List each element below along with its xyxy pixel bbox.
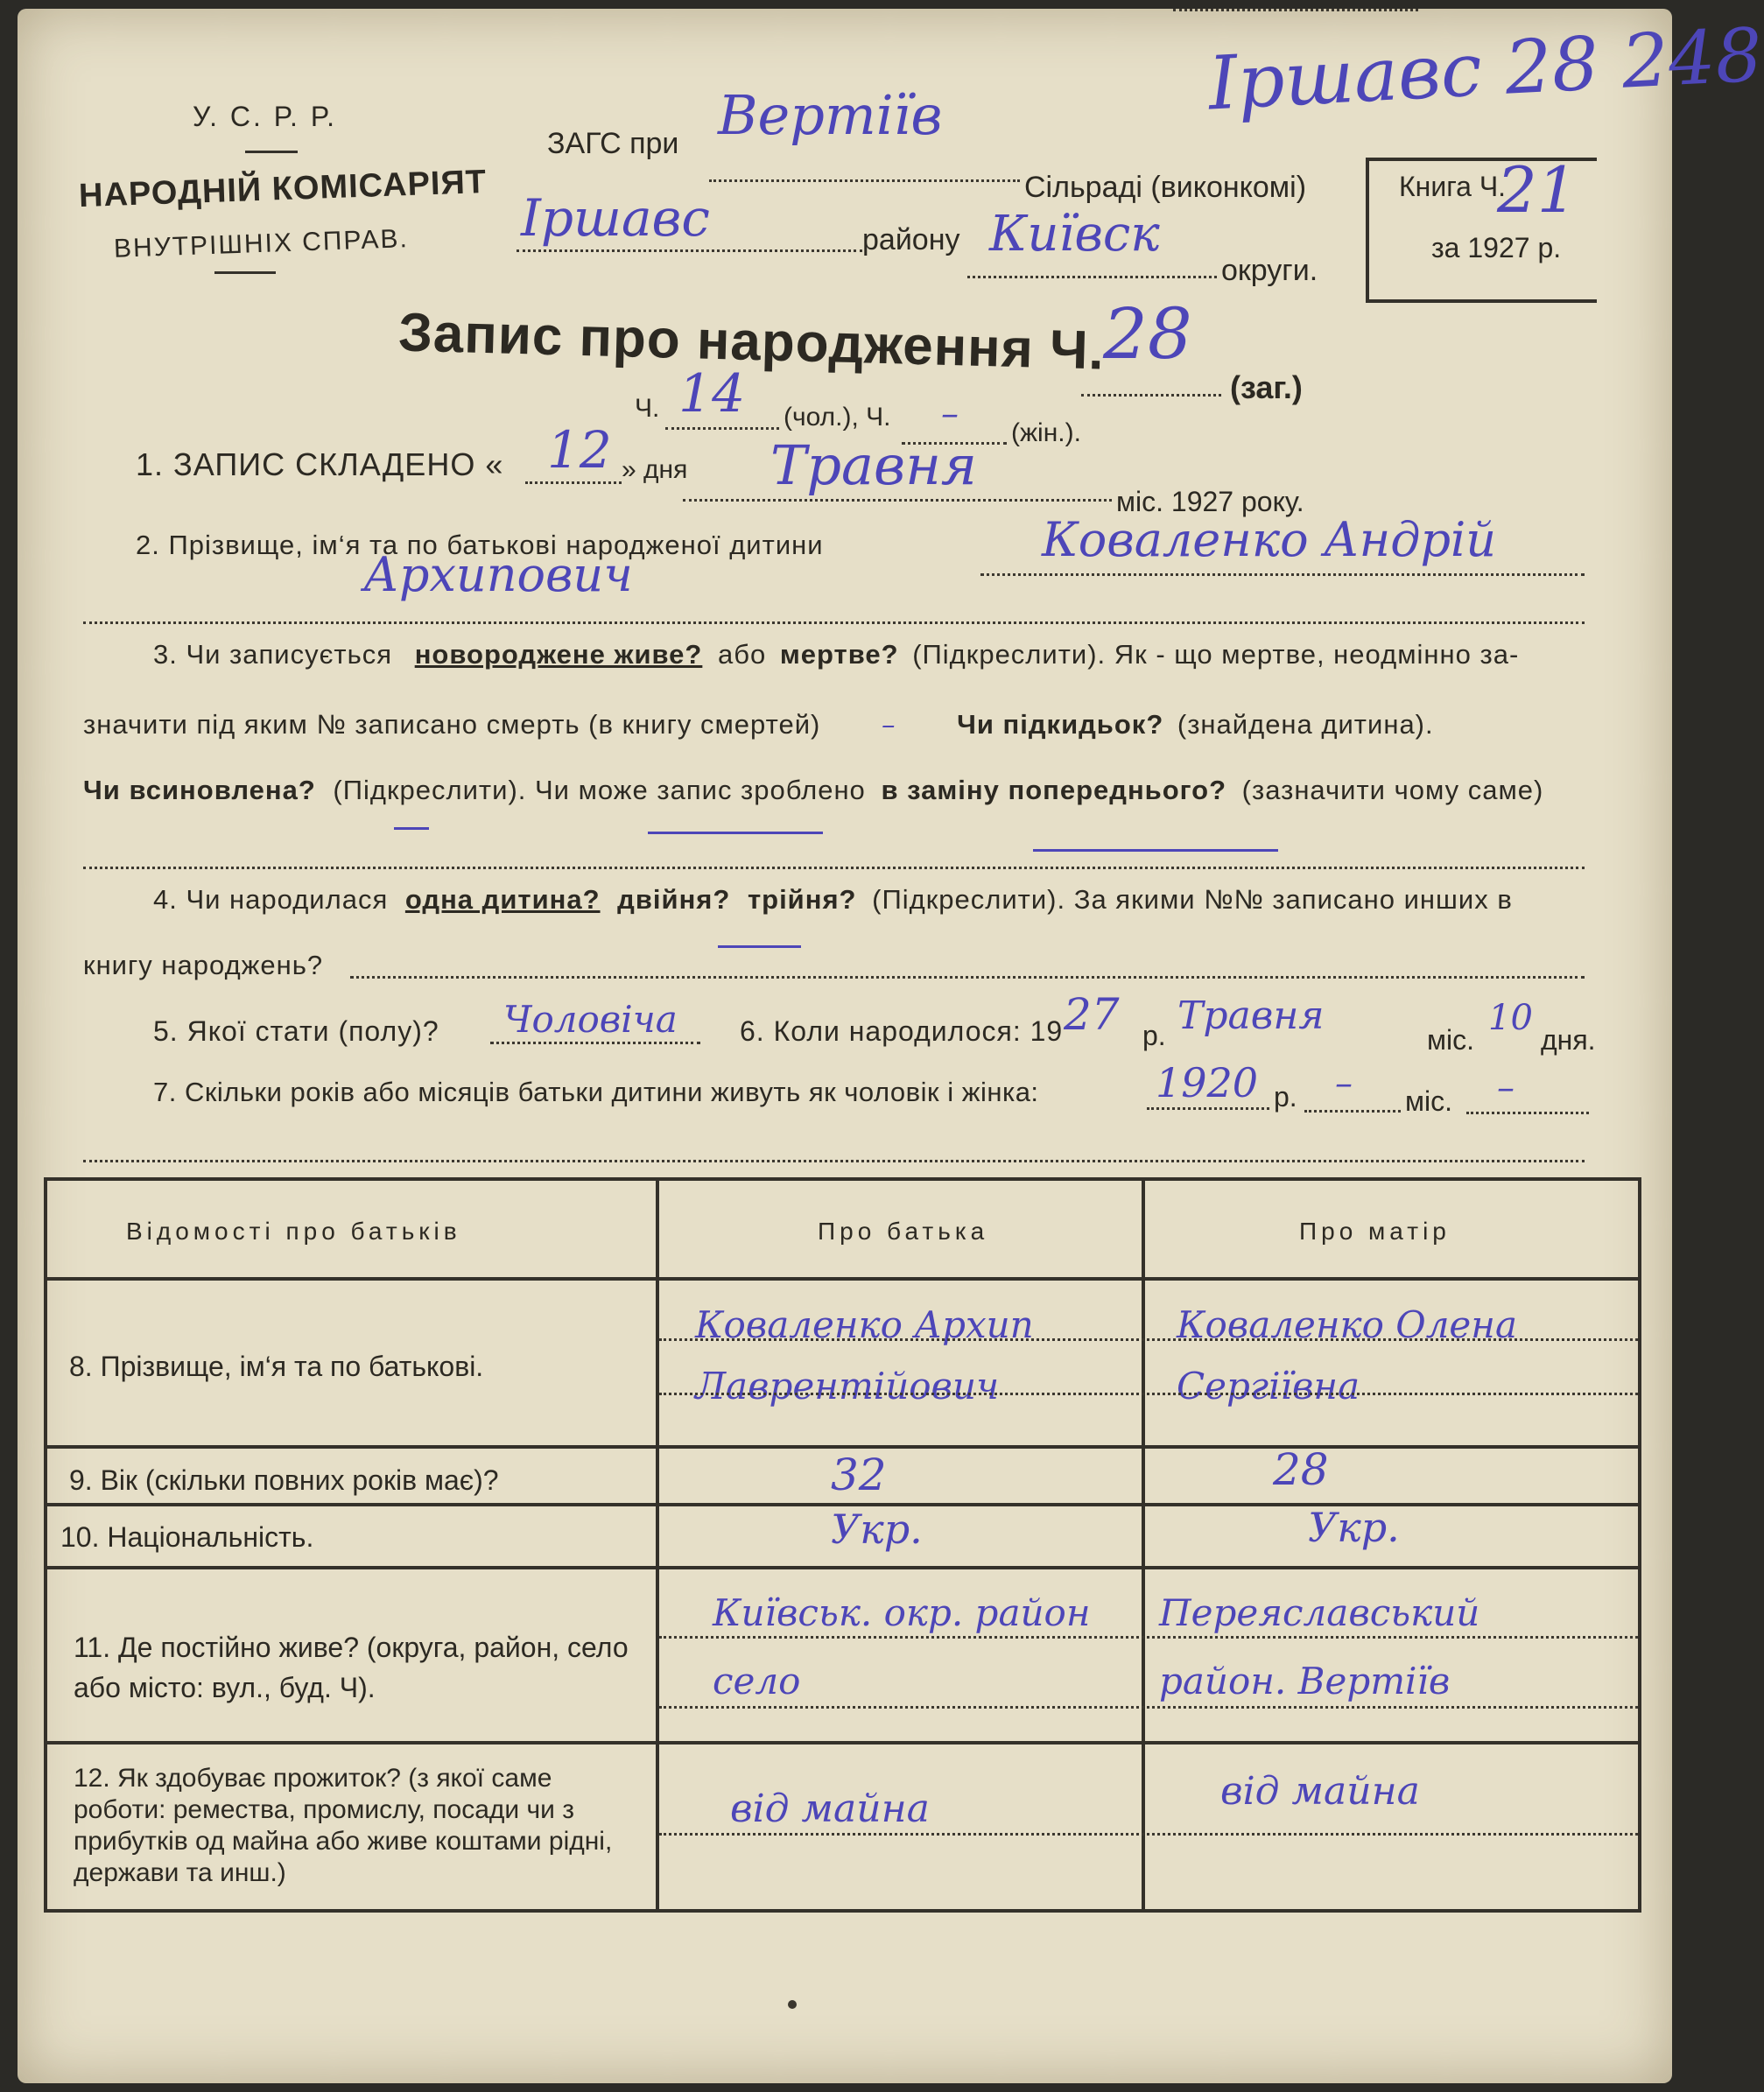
- row8-mother: Коваленко Олена Сергіївна: [1177, 1303, 1517, 1408]
- divider: [245, 151, 298, 153]
- separator-dotted: [83, 1160, 1585, 1162]
- item7-year-fill: [1147, 1107, 1269, 1110]
- book-year: за 1927 р.: [1431, 232, 1562, 263]
- row8-father: Коваленко Архип Лаврентійович: [695, 1303, 1034, 1408]
- separator-dotted: [83, 867, 1585, 869]
- item6-month-handwritten: Травня: [1177, 993, 1325, 1038]
- item6-month-fill: [1173, 9, 1418, 11]
- item5-sex-handwritten: Чоловіча: [503, 998, 678, 1041]
- row-divider: [47, 1741, 1638, 1745]
- item3-hw-dash: [1033, 849, 1278, 852]
- item2-label: 2. Прізвище, ім‘я та по батькові народженої дитини: [136, 530, 824, 560]
- row8-label: 8. Прізвище, ім‘я та по батькові.: [69, 1351, 484, 1382]
- item7-mis: міс.: [1405, 1085, 1452, 1117]
- item3-line2-text: значити під яким № записано смерть (в книгу смертей): [83, 709, 821, 740]
- item3-death-number-handwritten: –: [881, 709, 896, 741]
- item4-rest: (Підкреслити). За якими №№ записано инших в: [872, 884, 1513, 915]
- ministry-title: НАРОДНІЙ КОМІСАРІЯТ: [78, 163, 488, 215]
- zag-label: (заг.): [1230, 369, 1303, 405]
- item3-line3-text: (Підкреслити). Чи може запис зроблено: [333, 775, 866, 805]
- item3-replace: в заміну попереднього?: [881, 775, 1227, 805]
- row11-father: Київськ. окр. район село: [713, 1591, 1091, 1702]
- item1-day-fill: [525, 481, 622, 484]
- item5-label: 5. Якої стати (полу)?: [153, 1015, 439, 1047]
- item6-day-handwritten: 10: [1488, 998, 1533, 1038]
- item3-line2: [83, 709, 1434, 741]
- okrug-label: округи.: [1221, 254, 1318, 287]
- district-handwritten: Іршавс: [521, 188, 710, 248]
- row12-mother: від майна: [1220, 1769, 1420, 1814]
- male-count-fill: [665, 427, 779, 430]
- item6-label: 6. Коли народилося: 19: [740, 1015, 1064, 1047]
- item6-mis: міс.: [1427, 1024, 1474, 1056]
- item3-line3: [83, 775, 1543, 806]
- item3-rest: (Підкреслити). Як - що мертве, неодмінно за-: [912, 639, 1520, 670]
- item3-prefix: 3. Чи записується: [153, 639, 393, 670]
- item1-month-handwritten: Травня: [770, 433, 977, 497]
- item7-mis-handwritten: –: [1497, 1068, 1515, 1108]
- item7-r-fill: [1304, 1110, 1401, 1113]
- record-number-handwritten: 28: [1103, 293, 1192, 375]
- item6-r: р.: [1142, 1020, 1166, 1051]
- row-guide: [659, 1393, 1638, 1395]
- raion-label: району: [862, 223, 960, 256]
- item7-label: 7. Скільки років або місяців батьки дитини живуть як чоловік і жінка:: [153, 1077, 1039, 1107]
- row10-label: 10. Національність.: [60, 1521, 314, 1553]
- item3-replace-note: (зазначити чому саме): [1241, 775, 1544, 805]
- item1-end: міс. 1927 року.: [1116, 486, 1304, 517]
- item2-child-name-handwritten: Коваленко Андрій: [1042, 512, 1497, 567]
- ministry-subtitle: ВНУТРІШНІХ СПРАВ.: [113, 224, 410, 263]
- item2-patronymic-handwritten: Архипович: [363, 547, 633, 602]
- row-guide: [659, 1706, 1638, 1709]
- item4-twins: двійня?: [617, 884, 731, 915]
- item3-found-note: (знайдена дитина).: [1177, 709, 1434, 740]
- okrug-fill: [967, 276, 1217, 278]
- item4-line2: книгу народжень?: [83, 950, 324, 980]
- row-divider: [47, 1445, 1638, 1449]
- item4-triplets: трійня?: [747, 884, 857, 915]
- item1-day-handwritten: 12: [547, 420, 612, 480]
- item4-line1: [153, 884, 1513, 916]
- zhin-label: (жін.).: [1011, 418, 1081, 447]
- state-abbrev: У. С. Р. Р.: [193, 101, 338, 132]
- col-divider: [656, 1181, 659, 1909]
- row10-father: Укр.: [831, 1506, 923, 1553]
- item5-fill: [490, 1042, 700, 1044]
- item7-mis-fill: [1466, 1112, 1589, 1114]
- item7-r-handwritten: –: [1335, 1064, 1353, 1104]
- row-guide: [659, 1338, 1638, 1341]
- parents-table: [44, 1177, 1641, 1913]
- book-label: Книга Ч.: [1399, 171, 1507, 202]
- header-father: Про батька: [818, 1218, 989, 1245]
- item7-year-handwritten: 1920: [1156, 1059, 1259, 1106]
- selradi-label: Сільраді (виконкомі): [1024, 171, 1307, 204]
- item6-year-handwritten: 27: [1064, 989, 1120, 1040]
- row11-label: 11. Де постійно живе? (округа, район, село або місто: вул., буд. Ч).: [74, 1632, 629, 1703]
- okrug-handwritten: Київск: [989, 206, 1160, 263]
- item4-one: одна дитина?: [404, 884, 601, 915]
- row-divider: [47, 1277, 1638, 1281]
- item2-fill-1: [980, 573, 1585, 576]
- row-guide: [659, 1833, 1638, 1836]
- item3-hw-dash: [394, 827, 429, 830]
- item4-fill: [350, 976, 1585, 979]
- female-count-handwritten: –: [941, 394, 959, 434]
- item3-adopted: Чи всиновлена?: [83, 775, 316, 805]
- item3-line1: [153, 639, 1519, 670]
- row9-label: 9. Вік (скільки повних років має)?: [69, 1464, 499, 1496]
- row12-father: від майна: [730, 1787, 930, 1831]
- header-parents-info: Відомості про батьків: [126, 1218, 461, 1245]
- male-count-handwritten: 14: [678, 363, 746, 425]
- item6-dnia: дня.: [1541, 1024, 1596, 1056]
- row11-mother: Переяславський район. Вертіїв: [1159, 1591, 1480, 1702]
- item4-hw-dash: [718, 945, 801, 948]
- item4-prefix: 4. Чи народилася: [153, 884, 389, 915]
- record-number-fill: [1081, 394, 1221, 397]
- book-number-handwritten: 21: [1497, 153, 1578, 227]
- birth-record-page: [18, 9, 1764, 2083]
- row12-label: 12. Як здобуває прожиток? (з якої саме роботи: ремества, промислу, посади чи з прибутків од майна або живе коштами рідні, держави та инш.): [74, 1764, 613, 1887]
- row-guide: [659, 1636, 1638, 1639]
- zags-fill: [709, 179, 1020, 182]
- item3-foundling: Чи підкидьок?: [957, 709, 1164, 740]
- row9-father: 32: [831, 1450, 887, 1500]
- zags-village-handwritten: Вертіїв: [718, 83, 943, 147]
- ch-label: Ч.: [635, 394, 660, 423]
- record-title: Запис про народження Ч.: [397, 302, 1106, 382]
- item3-hw-dash: [648, 832, 823, 834]
- header-mother: Про матір: [1299, 1218, 1451, 1245]
- page-dot: [788, 2000, 797, 2009]
- divider: [214, 271, 276, 274]
- item7-r: р.: [1274, 1081, 1297, 1113]
- district-fill: [517, 249, 862, 252]
- row-divider: [47, 1566, 1638, 1569]
- item3-dead: мертве?: [779, 639, 899, 670]
- item1-label: 1. ЗАПИС СКЛАДЕНО «: [136, 446, 504, 482]
- row10-mother: Укр.: [1308, 1504, 1400, 1551]
- top-right-handwritten: Іршавс 28 248: [1205, 11, 1764, 127]
- item1-month-fill: [683, 499, 1112, 502]
- chol-label: (чол.), Ч.: [784, 403, 891, 432]
- item1-mid: » дня: [622, 455, 688, 484]
- separator-dotted: [83, 621, 1585, 624]
- zags-label: ЗАГС при: [547, 127, 679, 160]
- col-divider: [1142, 1181, 1145, 1909]
- item3-or: або: [717, 639, 767, 670]
- item3-alive: новороджене живе?: [414, 639, 703, 670]
- row9-mother: 28: [1273, 1444, 1329, 1495]
